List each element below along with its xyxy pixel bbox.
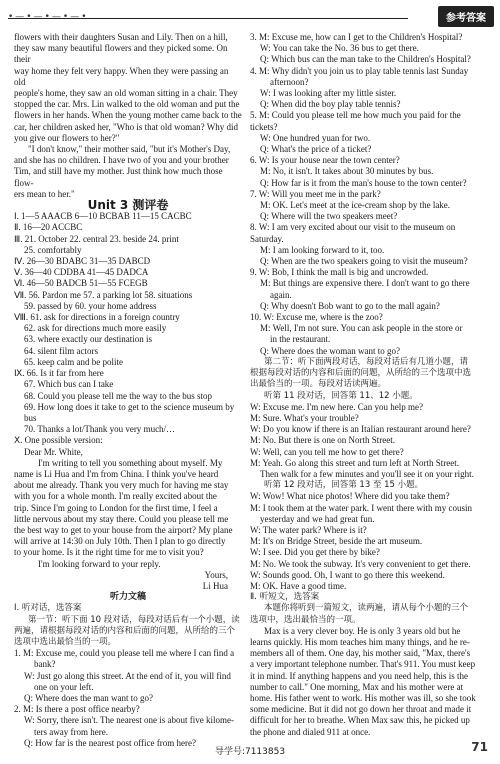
left-text-line: 选项中选出最恰当的一项。 <box>14 636 117 647</box>
right-column <box>250 32 490 738</box>
right-text-line: 4. M: Why didn't you join us to play table tennis last Sunday <box>250 65 469 76</box>
left-text-line: Ⅱ. 16—20 ACCBC <box>14 222 83 233</box>
right-text-line: 第二节：听下面两段对话，每段对话后有几道小题，请 <box>264 356 469 367</box>
right-text-line: M: It's on Bridge Street, beside the art museum. <box>250 536 423 547</box>
right-text-line: home. His father went to work. His mother was ill, so she took <box>250 692 476 703</box>
right-text-line: W: Well, can you tell me how to get there? <box>250 446 404 457</box>
right-text-line: M: I took them at the water park. I went there with my cousin <box>250 502 472 513</box>
left-text-line: will arrive at 14:30 on July 10th. Then I plan to go directly <box>14 536 226 547</box>
right-text-line: Q: When are the two speakers going to visit the museum? <box>260 256 468 267</box>
right-text-line: Q: Which bus can the man take to the Children's Hospital? <box>260 54 471 65</box>
left-text-line: and she has no children. I have two of you and your brother <box>14 155 229 166</box>
left-text-line: Tim, and still have my mother. Just think how much those flow- <box>14 166 223 188</box>
right-text-line: M: OK. Have a good time. <box>250 580 347 591</box>
right-text-line: 6. W: Is your house near the town center? <box>250 155 400 166</box>
left-text-line: 63. where exactly our destination is <box>24 334 152 345</box>
left-text-line: 69. How long does it take to get to the science museum by bus <box>24 401 235 423</box>
right-text-line: M: No. We took the subway. It's very convenient to get there. <box>250 558 471 569</box>
left-text-line: 两遍，请根据每段对话的内容和后面的问题，从所给的三个 <box>14 625 236 636</box>
right-text-line: afternoon? <box>270 76 309 87</box>
right-text-line: 本题你将听到一篇短文，读两遍，请从每个小题的三个 <box>264 603 469 614</box>
right-text-line: 出最恰当的一项。每段对话读两遍。 <box>250 379 387 390</box>
left-text-line: one on your left. <box>34 681 94 692</box>
left-text-line: 70. Thanks a lot/Thank you very much/… <box>24 424 176 435</box>
right-text-line: Ⅱ. 听短文，选答案 <box>250 592 320 603</box>
left-text-line: I'm writing to tell you something about myself. My <box>38 457 223 468</box>
right-text-line: learns quickly. His mom teaches him many things, and he re- <box>250 636 470 647</box>
left-text-line: 59. passed by 60. your home address <box>24 300 157 311</box>
right-text-line: 8. W: I am very excited about our visit to the museum on Saturday. <box>250 222 456 244</box>
right-text-line: W: I was looking after my little sister. <box>260 88 397 99</box>
right-text-line: W: You can take the No. 36 bus to get there. <box>260 43 419 54</box>
right-text-line: 听第 11 段对话，回答第 11、12 小题。 <box>264 390 418 401</box>
page-header <box>8 4 494 30</box>
left-text-line: Ⅰ. 1—5 AAACB 6—10 BCBAB 11—15 CACBC <box>14 211 192 222</box>
right-text-line: 9. W: Bob, I think the mall is big and uncrowded. <box>250 267 429 278</box>
left-text-line: 1. M: Excuse me, could you please tell me where I can find a <box>14 648 235 659</box>
left-text-line: Ⅳ. 26—30 BDABC 31—35 DABCD <box>14 256 151 267</box>
left-text-line: 第一节：听下面 10 段对话，每段对话后有一个小题，读 <box>28 614 240 625</box>
left-text-line: 25. comfortably <box>24 244 82 255</box>
right-text-line: W: Do you know if there is an Italian restaurant around here? <box>250 424 471 435</box>
left-text-line: about me already. Thank you very much for having me stay <box>14 480 229 491</box>
right-text-line: in the restaurant. <box>270 334 331 345</box>
left-text-line: bank? <box>34 659 56 670</box>
right-text-line: some medicine. But it did not go down her throat and made it <box>250 704 472 715</box>
left-text-line: to your home. Is it the right time for me to visit you? <box>14 547 204 558</box>
left-text-line: flowers in her hands. When the young mother came back to the <box>14 110 242 121</box>
left-text-line: people's home, they saw an old woman sitting in a chair. They <box>14 88 238 99</box>
right-text-line: the phone and dialed 911 at once. <box>250 726 371 737</box>
right-text-line: M: Yeah. Go along this street and turn left at North Street. <box>250 457 459 468</box>
right-text-line: a very important telephone number. That's 911. You must keep <box>250 659 476 670</box>
left-column <box>14 32 242 749</box>
right-text-line: W: Wow! What nice photos! Where did you take them? <box>250 491 450 502</box>
right-text-line: M: Well, I'm not sure. You can ask people in the store or <box>260 323 463 334</box>
left-text-line: ters away from here. <box>34 726 108 737</box>
left-text-line: flowers with their daughters Susan and Lily. Then on a hill, <box>14 32 228 42</box>
left-text-line: name is Li Hua and I'm from China. I think you've heard <box>14 468 219 479</box>
left-text-line: way home they felt very happy. When they were passing an old <box>14 65 229 87</box>
right-text-line: 选项中，选出最恰当的一项。 <box>250 614 361 625</box>
left-text-line: Ⅲ. 21. October 22. central 23. beside 24. print <box>14 233 179 244</box>
left-text-line: 2. M: Is there a post office nearby? <box>14 704 140 715</box>
right-text-line: it in mind. If anything happens and you need help, this is the <box>250 670 468 681</box>
left-text-line: little nervous about my stay there. Could you please tell me <box>14 513 229 524</box>
left-text-line: car, her children asked her, "Who is that old woman? Why did <box>14 121 238 132</box>
right-text-line: M: No. But there is one on North Street. <box>250 435 395 446</box>
left-text-line: Li Hua <box>202 580 228 591</box>
left-text-line: Q: Where does the man want to go? <box>24 692 154 703</box>
right-text-line: W: Sounds good. Oh, I want to go there this weekend. <box>250 569 445 580</box>
right-text-line: W: Excuse me. I'm new here. Can you help me? <box>250 401 423 412</box>
right-text-line: 3. M: Excuse me, how can I get to the Children's Hospital? <box>250 32 463 42</box>
right-text-line: 10. W: Excuse me, where is the zoo? <box>250 312 383 323</box>
left-text-line: I'm looking forward to your reply. <box>38 558 161 569</box>
left-text-line: 65. keep calm and be polite <box>24 356 123 367</box>
right-text-line: 5. M: Could you please tell me how much you paid for the tickets? <box>250 110 461 132</box>
left-text-line: Dear Mr. White, <box>24 446 83 457</box>
right-text-line: Q: Where will the two speakers meet? <box>260 211 398 222</box>
left-text-line: Yours, <box>204 569 228 580</box>
left-text-line: 68. Could you please tell me the way to the bus stop <box>24 390 212 401</box>
left-text-line: "I don't know," their mother said, "but it's Mother's Day, <box>28 144 231 155</box>
header-rule <box>8 18 408 19</box>
right-text-line: M: Sure. What's your trouble? <box>250 412 359 423</box>
right-text-line: M: No, it isn't. It takes about 30 minutes by bus. <box>260 166 434 177</box>
left-text-line: Q: How far is the nearest post office from here? <box>24 737 197 748</box>
header-dots: •—•—•—•—• <box>8 12 89 22</box>
left-text-line: Ⅷ. 61. ask for directions in a foreign country <box>14 312 180 323</box>
left-text-line: Ⅵ. 46—50 BADCB 51—55 FCEGB <box>14 278 148 289</box>
left-text-line: Ⅹ. One possible version: <box>14 435 103 446</box>
left-text-line: ers mean to her." <box>14 188 75 199</box>
left-text-line: trip. Since I'm going to London for the first time, I feel a <box>14 502 218 513</box>
right-text-line: M: I am looking forward to it, too. <box>260 244 385 255</box>
left-text-line: 62. ask for directions much more easily <box>24 323 167 334</box>
page-number: 71 <box>471 740 488 754</box>
right-text-line: Q: When did the boy play table tennis? <box>260 99 401 110</box>
right-text-line: M: But things are expensive there. I don't want to go there <box>260 278 470 289</box>
right-text-line: Q: Why doesn't Bob want to go to the mall again? <box>260 300 440 311</box>
left-text-line: W: Just go along this street. At the end of it, you will find <box>24 670 231 681</box>
right-text-line: W: I see. Did you get there by bike? <box>250 547 380 558</box>
right-text-line: members all of them. One day, his mother said, "Max, there's <box>250 648 471 659</box>
left-text-line: Ⅶ. 56. Pardon me 57. a parking lot 58. situations <box>14 289 193 300</box>
right-text-line: Then walk for a few minutes and you'll see it on your right. <box>260 468 474 479</box>
left-text-line: Ⅰ. 听对话，选答案 <box>14 603 82 614</box>
guide-code: 导学号:7113853 <box>214 747 286 757</box>
left-text-line: Ⅴ. 36—40 CDDBA 41—45 DADCA <box>14 267 149 278</box>
right-text-line: Max is a very clever boy. He is only 3 years old but he <box>264 625 461 636</box>
right-text-line: difficult for her to breathe. When Max saw this, he picked up <box>250 715 470 726</box>
left-text-line: with you for a whole month. I'm really excited about the <box>14 491 217 502</box>
left-text-line: stopped the car. Mrs. Lin walked to the old woman and put the <box>14 99 240 110</box>
right-text-line: again. <box>270 289 292 300</box>
right-text-line: Q: How far is it from the man's house to the town center? <box>260 177 467 188</box>
right-text-line: Q: Where does the woman want to go? <box>260 345 401 356</box>
right-text-line: M: OK. Let's meet at the ice-cream shop by the lake. <box>260 200 451 211</box>
left-text-line: 64. silent film actors <box>24 345 98 356</box>
right-text-line: Q: What's the price of a ticket? <box>260 144 372 155</box>
left-text-line: Unit 3 测评卷 <box>87 198 169 213</box>
right-text-line: W: One hundred yuan for two. <box>260 132 371 143</box>
left-text-line: W: Sorry, there isn't. The nearest one is about five kilome- <box>24 715 234 726</box>
right-text-line: yesterday and we had great fun. <box>260 513 375 524</box>
left-text-line: 听力文稿 <box>109 592 146 603</box>
right-text-line: 根据每段对话的内容和后面的问题，从所给的三个选项中选 <box>250 368 472 379</box>
left-text-line: they saw many beautiful flowers and they picked some. On their <box>14 43 228 65</box>
answer-key-badge: 参考答案 <box>438 6 494 27</box>
right-text-line: 听第 12 段对话，回答第 13 至 15 小题。 <box>264 480 424 491</box>
left-text-line: 67. Which bus can I take <box>24 379 114 390</box>
left-text-line: the best way to get to your house from the airport? My plane <box>14 524 233 535</box>
right-text-line: number to call." One morning, Max and his mother were at <box>250 681 464 692</box>
right-text-line: W: The water park? Where is it? <box>250 524 367 535</box>
right-text-line: 7. W: Will you meet me in the park? <box>250 188 381 199</box>
left-text-line: you give our flowers to her?" <box>14 132 120 143</box>
left-text-line: Ⅸ. 66. Is it far from here <box>14 368 104 379</box>
